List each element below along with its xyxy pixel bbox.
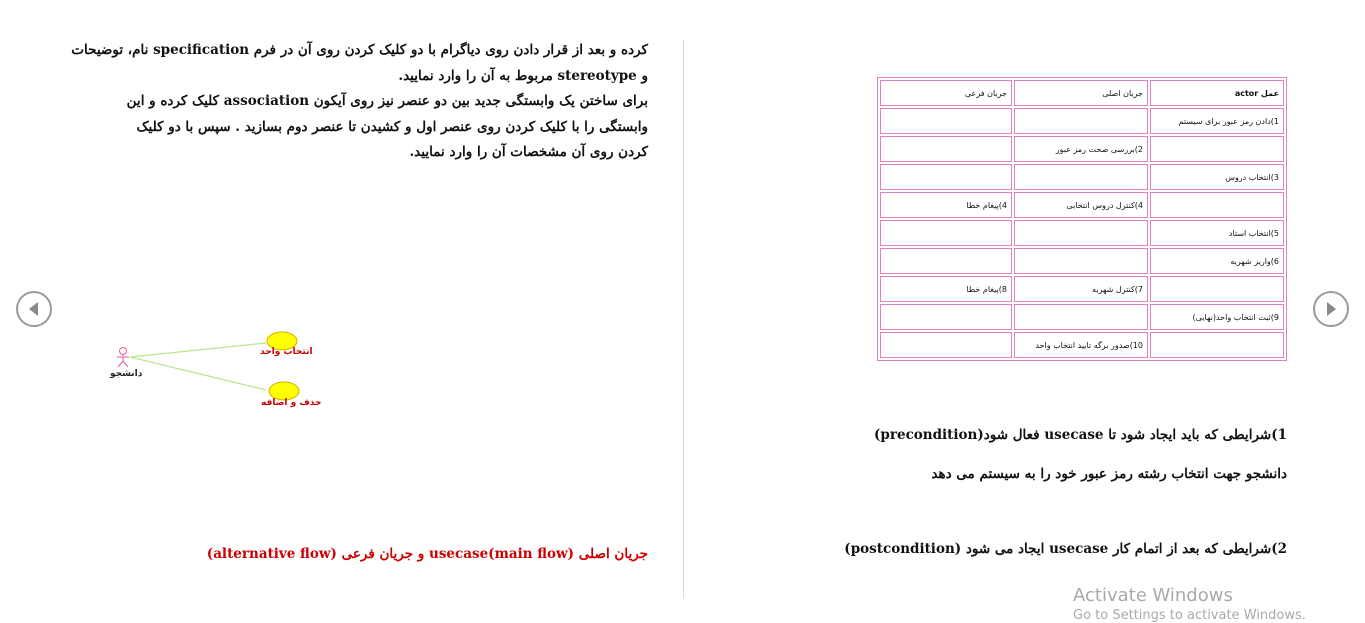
precondition-heading: 1)شرایطی که باید ایجاد شود تا usecase فعال شود(precondition) — [687, 427, 1287, 443]
table-row — [880, 164, 1284, 190]
table-row — [880, 220, 1284, 246]
table-cell: 5)انتخاب استاد — [1150, 220, 1284, 246]
table-cell: 3)انتخاب دروس — [1150, 164, 1284, 190]
postcondition-heading: 2)شرایطی که بعد از اتمام کار usecase ایجاد می شود (postcondition) — [687, 541, 1287, 557]
table-row — [880, 304, 1284, 330]
table-row — [880, 276, 1284, 302]
table-cell — [1014, 164, 1148, 190]
usecase-label-2: حذف و اضافه — [261, 398, 322, 408]
table-header-cell: جریان فرعی — [880, 80, 1012, 106]
usecase-diagram — [100, 330, 340, 420]
flow-table — [877, 77, 1287, 361]
usecase-label-1: انتخاب واحد — [260, 347, 313, 357]
chevron-right-icon — [1315, 293, 1347, 325]
table-cell: 8)پیغام خطا — [880, 276, 1012, 302]
actor-icon — [117, 348, 129, 368]
table-cell — [1014, 108, 1148, 134]
next-page-button[interactable] — [1313, 291, 1349, 327]
table-cell — [1150, 192, 1284, 218]
table-cell — [1150, 136, 1284, 162]
precondition-body: دانشجو جهت انتخاب رشته رمز عبور خود را به سیستم می دهد — [687, 466, 1287, 482]
table-cell — [880, 108, 1012, 134]
flow-heading: جریان اصلی usecase(main flow) و جریان فرعی (alternative flow) — [188, 546, 648, 562]
table-row — [880, 332, 1284, 358]
table-header-cell: جریان اصلی — [1014, 80, 1148, 106]
table-cell — [1150, 332, 1284, 358]
association-line-1 — [130, 343, 266, 357]
table-cell — [1150, 276, 1284, 302]
table-row — [880, 136, 1284, 162]
table-cell: 4)کنترل دروس انتخابی — [1014, 192, 1148, 218]
table-cell — [880, 220, 1012, 246]
table-cell — [880, 332, 1012, 358]
table-row — [880, 108, 1284, 134]
table-cell — [880, 164, 1012, 190]
chevron-left-icon — [18, 293, 50, 325]
paragraph-specification: کرده و بعد از قرار دادن روی دیاگرام با دو کلیک کردن روی آن در فرم specification نام، توضیحات و stereotype مربوط به آن را وارد نمایید. — [68, 38, 648, 89]
table-cell: 4)پیغام خطا — [880, 192, 1012, 218]
table-cell: 2)بررسی صحت رمز عبور — [1014, 136, 1148, 162]
table-cell: 1)دادن رمز عبور برای سیستم — [1150, 108, 1284, 134]
table-cell — [1014, 304, 1148, 330]
previous-page-button[interactable] — [16, 291, 52, 327]
table-cell — [880, 136, 1012, 162]
watermark-title: Activate Windows — [1073, 585, 1306, 606]
association-line-2 — [130, 357, 266, 390]
paragraph-association: برای ساختن یک وابستگی جدید بین دو عنصر نیز روی آیکون association کلیک کرده و این وابستگی را با کلیک کردن روی عنصر اول و کشیدن تا عنصر دوم بسازید . سپس با دو کلیک کردن روی آن مشخصات آن را وارد نمایید. — [108, 89, 648, 166]
activation-watermark — [1073, 585, 1306, 623]
table-cell — [880, 248, 1012, 274]
table-header-row — [880, 80, 1284, 106]
table-cell — [1014, 248, 1148, 274]
table-header-cell: عمل actor — [1150, 80, 1284, 106]
table-cell — [1014, 220, 1148, 246]
table-cell: 9)ثبت انتخاب واحد(نهایی) — [1150, 304, 1284, 330]
table-cell: 7)کنترل شهریه — [1014, 276, 1148, 302]
page-divider — [683, 40, 684, 598]
actor-label: دانشجو — [110, 369, 142, 379]
table-row — [880, 192, 1284, 218]
table-row — [880, 248, 1284, 274]
table-cell — [880, 304, 1012, 330]
watermark-subtitle: Go to Settings to activate Windows. — [1073, 608, 1306, 623]
table-cell: 10)صدور برگه تایید انتخاب واحد — [1014, 332, 1148, 358]
table-cell: 6)واریز شهریه — [1150, 248, 1284, 274]
